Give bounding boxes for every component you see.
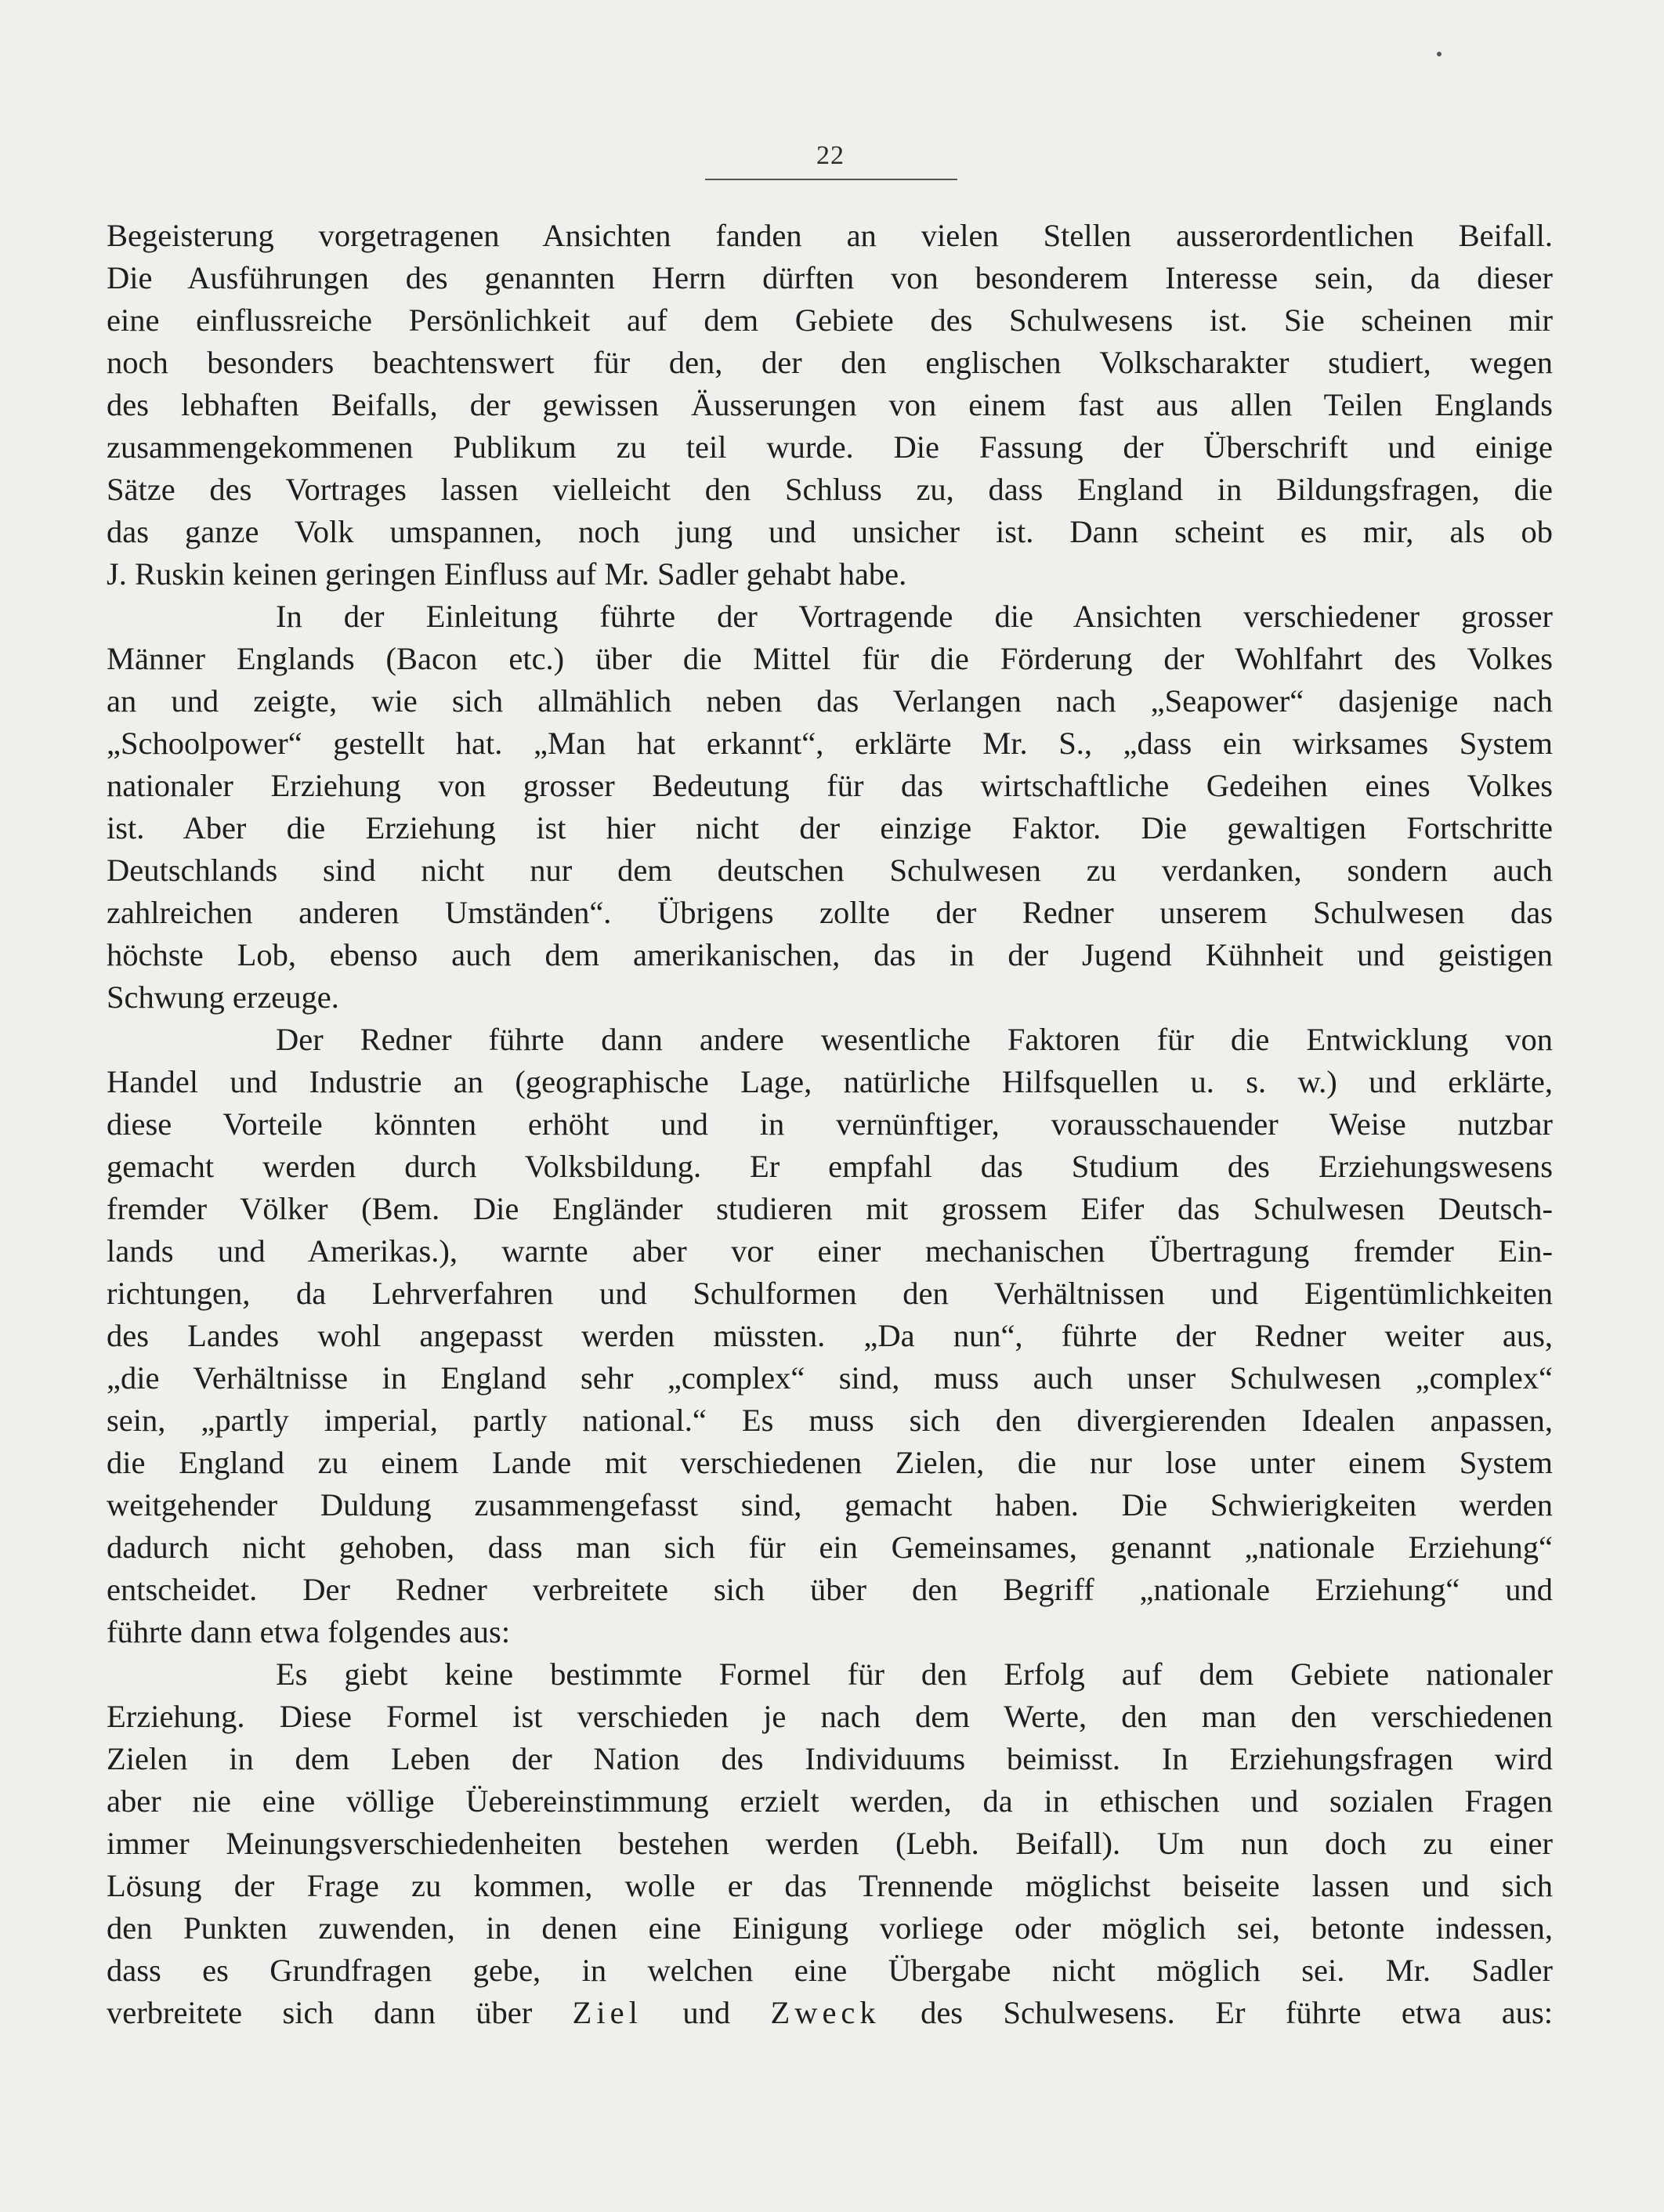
page-number: 22 [816,141,845,170]
text-line: Männer Englands (Bacon etc.) über die Mittel für die Förderung der Wohlfahrt des Volkes [107,641,1553,676]
final-text-middle: und [682,1995,731,2030]
text-line: Begeisterung vorgetragenen Ansichten fanden an vielen Stellen ausserordentlichen Beifall. [107,218,1553,253]
emphasis-ziel: Ziel [572,1995,642,2030]
header-rule [705,179,957,180]
text-line: diese Vorteile könnten erhöht und in vernünftiger, vorausschauender Weise nutzbar [107,1106,1553,1142]
paragraph [107,596,1553,1019]
text-line: Es giebt keine bestimmte Formel für den Erfolg auf dem Gebiete nationaler [276,1656,1553,1692]
text-line: „die Verhältnisse in England sehr „complex“ sind, muss auch unser Schulwesen „complex“ [107,1360,1553,1396]
text-line: das ganze Volk umspannen, noch jung und unsicher ist. Dann scheint es mir, als ob [107,514,1553,549]
text-line: Handel und Industrie an (geographische Lage, natürliche Hilfsquellen u. s. w.) und erklärte, [107,1064,1553,1099]
text-line: noch besonders beachtenswert für den, der den englischen Volkscharakter studiert, wegen [107,345,1553,380]
text-line: führte dann etwa folgendes aus: [107,1614,511,1649]
text-line: dass es Grundfragen gebe, in welchen eine Übergabe nicht möglich sei. Mr. Sadler [107,1953,1553,1988]
body-text [107,215,1553,2034]
final-text-after: des Schulwesens. Er führte etwa aus: [921,1995,1554,2030]
text-line: fremder Völker (Bem. Die Engländer studieren mit grossem Eifer das Schulwesen Deutsch- [107,1191,1553,1226]
text-line: die England zu einem Lande mit verschiedenen Zielen, die nur lose unter einem System [107,1445,1553,1480]
paragraph [107,1653,1553,2034]
text-line: entscheidet. Der Redner verbreitete sich über den Begriff „nationale Erziehung“ und [107,1572,1553,1607]
text-line: höchste Lob, ebenso auch dem amerikanischen, das in der Jugend Kühnheit und geistigen [107,937,1553,972]
text-line: Die Ausführungen des genannten Herrn dürften von besonderem Interesse sein, da dieser [107,260,1553,295]
text-line: lands und Amerikas.), warnte aber vor einer mechanischen Übertragung fremder Ein- [107,1233,1553,1269]
speck-mark [1437,52,1442,56]
text-line: weitgehender Duldung zusammengefasst sind, gemacht haben. Die Schwierigkeiten werden [107,1487,1553,1522]
text-line: Der Redner führte dann andere wesentliche Faktoren für die Entwicklung von [276,1022,1553,1057]
text-line: Erziehung. Diese Formel ist verschieden je nach dem Werte, den man den verschiedenen [107,1699,1553,1734]
text-line-final [107,1992,1553,2034]
text-line: zahlreichen anderen Umständen“. Übrigens zollte der Redner unserem Schulwesen das [107,895,1553,930]
text-line: sein, „partly imperial, partly national.“ Es muss sich den divergierenden Idealen anpassen, [107,1403,1553,1438]
text-line: In der Einleitung führte der Vortragende die Ansichten verschiedener grosser [276,599,1553,634]
text-line: Sätze des Vortrages lassen vielleicht den Schluss zu, dass England in Bildungsfragen, die [107,472,1553,507]
paragraph [107,1019,1553,1653]
text-line: des lebhaften Beifalls, der gewissen Äusserungen von einem fast aus allen Teilen Englands [107,387,1553,422]
text-line: den Punkten zuwenden, in denen eine Einigung vorliege oder möglich sei, betonte indessen, [107,1910,1553,1946]
text-line: „Schoolpower“ gestellt hat. „Man hat erkannt“, erklärte Mr. S., „dass ein wirksames System [107,726,1553,761]
text-line: an und zeigte, wie sich allmählich neben das Verlangen nach „Seapower“ dasjenige nach [107,683,1553,719]
emphasis-zweck: Zweck [770,1995,881,2030]
text-line: gemacht werden durch Volksbildung. Er empfahl das Studium des Erziehungswesens [107,1149,1553,1184]
text-line: aber nie eine völlige Üebereinstimmung erzielt werden, da in ethischen und sozialen Fragen [107,1783,1553,1819]
final-text-before: verbreitete sich dann über [107,1995,533,2030]
text-line: Lösung der Frage zu kommen, wolle er das Trennende möglichst beiseite lassen und sich [107,1868,1553,1903]
text-line: ist. Aber die Erziehung ist hier nicht der einzige Faktor. Die gewaltigen Fortschritte [107,810,1553,845]
paragraph [107,215,1553,596]
text-line: des Landes wohl angepasst werden müssten. „Da nun“, führte der Redner weiter aus, [107,1318,1553,1353]
text-line: Deutschlands sind nicht nur dem deutschen Schulwesen zu verdanken, sondern auch [107,853,1553,888]
text-line: eine einflussreiche Persönlichkeit auf dem Gebiete des Schulwesens ist. Sie scheinen mir [107,302,1553,338]
text-line: Zielen in dem Leben der Nation des Individuums beimisst. In Erziehungsfragen wird [107,1741,1553,1776]
text-line: zusammengekommenen Publikum zu teil wurde. Die Fassung der Überschrift und einige [107,429,1553,465]
text-line: J. Ruskin keinen geringen Einfluss auf Mr. Sadler gehabt habe. [107,556,907,592]
text-line: immer Meinungsverschiedenheiten bestehen werden (Lebh. Beifall). Um nun doch zu einer [107,1826,1553,1861]
text-line: nationaler Erziehung von grosser Bedeutung für das wirtschaftliche Gedeihen eines Volkes [107,768,1553,803]
text-line: richtungen, da Lehrverfahren und Schulformen den Verhältnissen und Eigentümlichkeiten [107,1276,1553,1311]
text-line: dadurch nicht gehoben, dass man sich für ein Gemeinsames, genannt „nationale Erziehung“ [107,1530,1553,1565]
text-line: Schwung erzeuge. [107,979,339,1015]
